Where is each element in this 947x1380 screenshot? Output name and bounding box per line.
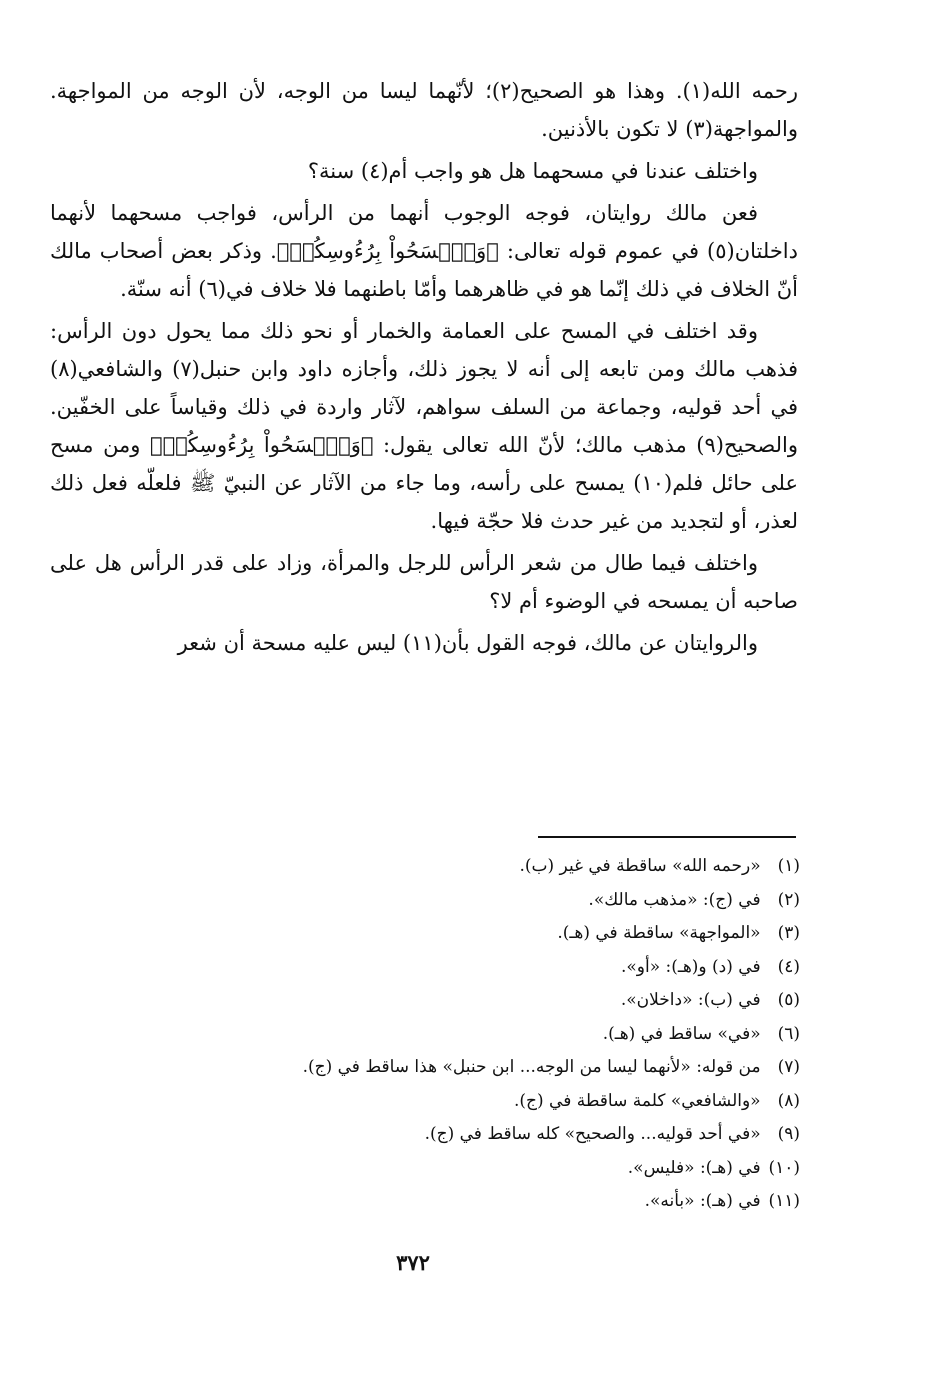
footnote-item [100, 1051, 800, 1085]
footnote-item [100, 1118, 800, 1152]
footnote-number: (٣) [777, 923, 800, 943]
footnote-text: «والشافعي» كلمة ساقطة في (ج). [514, 1090, 761, 1111]
footnote-divider [538, 836, 796, 838]
footnote-text: في (هـ): «بأنه». [644, 1191, 761, 1211]
footnote-number: (٧) [777, 1057, 800, 1077]
footnote-number: (٢) [777, 889, 800, 910]
footnote-item [100, 1018, 800, 1052]
footnote-text: من قوله: «لأنهما ليسا من الوجه... ابن حنبل» هذا ساقط في (ج). [302, 1057, 761, 1077]
footnote-text: «في أحد قوليه... والصحيح» كله ساقط في (ج). [424, 1124, 761, 1144]
footnote-number: (٤) [777, 956, 800, 977]
footnote-item [100, 951, 800, 985]
footnote-text: «رحمه الله» ساقطة في غير (ب). [519, 856, 761, 876]
footnote-number: (٨) [777, 1090, 800, 1111]
paragraph-1: رحمه الله(١). وهذا هو الصحيح(٢)؛ لأنّهما ليسا من الوجه، لأن الوجه من المواجهة. والمواجهة(٣) لا تكون بالأذنين. [50, 79, 798, 141]
footnote-text: في (د) و(هـ): «أو». [620, 956, 761, 977]
footnote-text: «المواجهة» ساقطة في (هـ). [557, 923, 761, 943]
footnote-text: في (هـ): «فليس». [627, 1157, 761, 1178]
footnote-text: في (ج): «مذهب مالك». [588, 889, 761, 910]
footnote-text: في (ب): «داخلان». [620, 990, 761, 1010]
footnote-number: (٥) [777, 990, 800, 1010]
paragraph-2: واختلف عندنا في مسحهما هل هو واجب أم(٤) سنة؟ [307, 159, 758, 183]
footnote-item [100, 1085, 800, 1119]
footnote-item [100, 984, 800, 1018]
paragraph-6: والروايتان عن مالك، فوجه القول بأن(١١) ليس عليه مسحة أن شعر [177, 631, 758, 655]
footnote-number: (٦) [777, 1023, 800, 1044]
footnote-text: «في» ساقط في (هـ). [602, 1023, 761, 1044]
paragraph-3: فعن مالك روايتان، فوجه الوجوب أنهما من الرأس، فواجب مسحهما لأنهما داخلتان(٥) في عموم قوله تعالى: ﴿وَٱمۡسَحُواْ بِرُءُوسِكُمۡ﴾. وذكر بعض أصحاب مالك أنّ الخلاف في ذلك إنّما هو في ظاهرهما وأمّا باطنهما فلا خلاف في(٦) أنه سنّة. [50, 201, 798, 301]
paragraph-4: وقد اختلف في المسح على العمامة والخمار أو نحو ذلك مما يحول دون الرأس: فذهب مالك ومن تابعه إلى أنه لا يجوز ذلك، وأجازه داود وابن حنبل(٧) والشافعي(٨) في أحد قوليه، وجماعة من السلف سواهم، لآثار واردة في ذلك وقياساً على الخفّين. والصحيح(٩) مذهب مالك؛ لأنّ الله تعالى يقول: ﴿وَٱمۡسَحُواْ بِرُءُوسِكُمۡ﴾ ومن مسح على حائل فلم(١٠) يمسح على رأسه، وما جاء من الآثار عن النبيّ ﷺ فلعلّه فعل ذلك لعذر، أو لتجديد من غير حدث فلا حجّة فيها. [50, 319, 799, 533]
footnote-item [100, 917, 800, 951]
page-number: ٣٧٢ [396, 1250, 430, 1275]
footnote-item [100, 884, 800, 918]
footnote-item [100, 850, 800, 884]
footnote-number: (١١) [768, 1191, 800, 1211]
footnote-number: (١٠) [768, 1157, 800, 1178]
paragraph-5: واختلف فيما طال من شعر الرأس للرجل والمرأة، وزاد على قدر الرأس هل على صاحبه أن يمسحه في الوضوء أم لا؟ [50, 551, 798, 613]
footnote-number: (١) [777, 856, 800, 876]
footnote-number: (٩) [777, 1124, 800, 1144]
main-text [50, 72, 798, 666]
footnote-item [100, 1152, 800, 1186]
footnotes [100, 850, 800, 1219]
footnote-item [100, 1185, 800, 1219]
